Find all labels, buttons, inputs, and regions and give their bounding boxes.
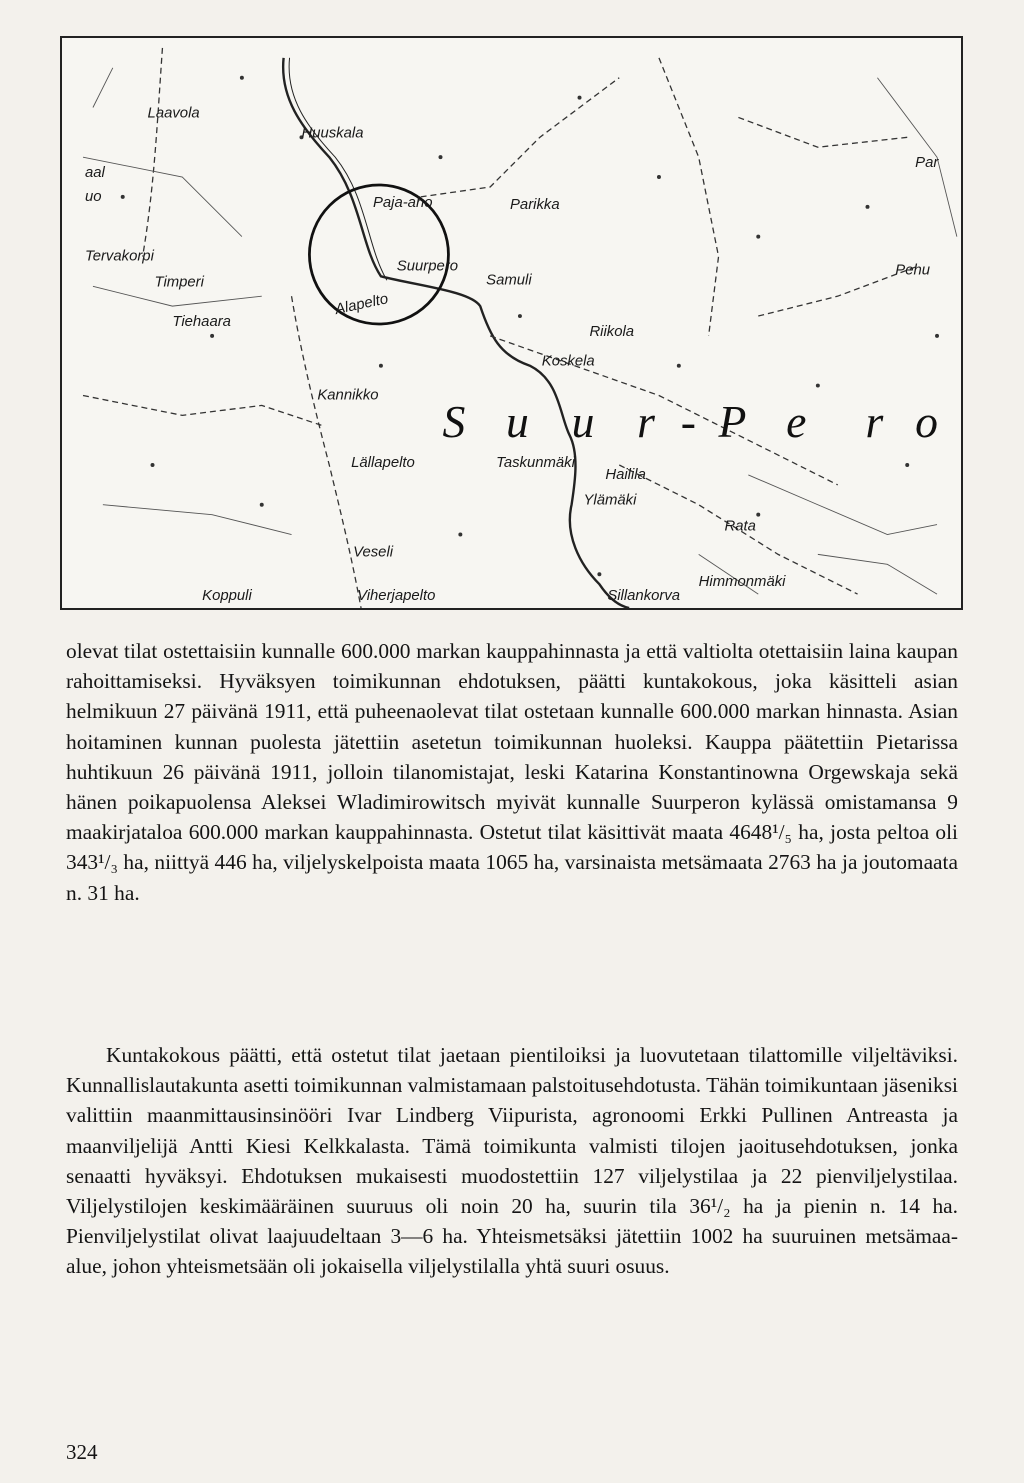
map-title-letter: u <box>571 396 595 448</box>
map-label-koskela: Koskela <box>541 353 595 370</box>
map-title-letter: o <box>915 396 938 448</box>
map-label-taskunmaki: Taskunmäki <box>496 454 575 471</box>
map-label-hailila: Hailila <box>605 466 646 483</box>
map-title-letter: r <box>865 396 884 448</box>
map-label-kannikko: Kannikko <box>317 387 379 404</box>
body-paragraph-2: Kuntakokous päätti, että ostetut tilat jaetaan pientiloiksi ja luovutetaan tilattomille viljeltäviksi. Kunnallislautakunta asetti toimikunnan valmistamaan palstoitusehdotusta. Tähän toimikuntaan jäseniksi valittiin maanmittausinsinööri Ivar Lindberg Viipurista, agronoomi Erkki Pullinen Antreasta ja maanviljelijä Antti Kiesi Kelkkalasta. Tämä toimikunta valmisti tilojen jaoitusehdotuksen, jonka senaatti hyväksyi. Ehdotuksen mukaisesti muodostettiin 127 viljelystilaa ja 22 pienviljelystilaa. Viljelystilojen keskimääräinen suuruus oli noin 20 ha, suurin tila 36¹/₂ ha ja pienin n. 14 ha. Pienviljelystilat olivat laajuudeltaan 3—6 ha. Yhteismetsäksi jätettiin 1002 ha suuruinen metsämaa-alue, johon yhteismetsään oli jokaisella viljelystilalla yhtä suuri osuus. <box>66 1043 958 1279</box>
map-label-viherjapelto: Viherjapelto <box>357 588 436 605</box>
map-label-paja-aho: Paja-aho <box>372 194 433 211</box>
map-label-riikola: Riikola <box>589 323 635 340</box>
map-title-letter: - <box>680 396 697 448</box>
map-title-letter: e <box>786 396 807 448</box>
map-label-sillankorva: Sillankorva <box>607 588 681 605</box>
map-title-letter: S <box>442 396 466 448</box>
map-label-himmonmaki: Himmonmäki <box>698 574 786 591</box>
body-paragraph-1: olevat tilat ostettaisiin kunnalle 600.000 markan kauppahinnasta ja että valtiolta otettaisiin laina kaupan rahoittamiseksi. Hyväksyen toimikunnan ehdotuksen, päätti kuntakokous, joka käsitteli asian helmikuun 27 päivänä 1911, että puheenaolevat tilat ostetaan kunnalle 600.000 markan hinnasta. Asian hoitaminen kunnan puolesta jätettiin asetetun toimikunnan huoleksi. Kauppa päätettiin Pietarissa huhtikuun 26 päivänä 1911, jolloin tilanomistajat, leski Katarina Konstantinowna Orgewskaja sekä hänen poikapuolensa Aleksei Wladimirowitsch myivät kunnalle Suurperon kylässä omistamansa 9 maakirjataloa 600.000 markan kauppahinnasta. Ostetut tilat käsittivät maata 4648¹/₅ ha, josta peltoa oli 343¹/₃ ha, niittyä 446 ha, viljelyskelpoista maata 1065 ha, varsinaista metsämaata 2763 ha ja joutomaata n. 31 ha. <box>66 639 958 905</box>
map-title-letter: u <box>506 396 529 448</box>
map-label-laavola: Laavola <box>147 105 200 122</box>
map-label-tiehaara: Tiehaara <box>172 313 231 330</box>
map-label-tervakorpi: Tervakorpi <box>84 248 154 265</box>
map-label-alapelto: Alapelto <box>333 291 390 318</box>
map-label-timperi: Timperi <box>154 274 204 291</box>
map-label-rata: Rata <box>724 518 756 535</box>
map-label-huuskala: Huuskala <box>301 125 364 142</box>
map-label-par: Par <box>915 155 939 172</box>
body-paragraph-1-block <box>66 636 958 908</box>
map-label-suurpero-village: Suurpero <box>396 258 459 275</box>
map-label-parikka: Parikka <box>510 196 560 213</box>
map-label-veseli: Veseli <box>353 544 394 561</box>
map-drawing <box>62 38 961 608</box>
map-dots <box>121 76 939 576</box>
map-label-koppuli: Koppuli <box>202 588 252 605</box>
map-label-samuli: Samuli <box>486 272 532 289</box>
map-label-pehu: Pehu <box>895 262 931 279</box>
map-label-aal: aal <box>84 165 105 182</box>
page-number: 324 <box>66 1440 98 1464</box>
map-title-letter: r <box>637 396 655 448</box>
map-title-letter: P <box>718 396 747 448</box>
map-figure <box>60 36 963 610</box>
map-label-ylamaki: Ylämäki <box>583 492 637 509</box>
map-label-uo: uo <box>84 188 102 205</box>
map-label-lallapelto: Lällapelto <box>351 454 415 471</box>
map-area-title <box>442 396 938 447</box>
body-paragraph-2-block <box>66 1040 958 1282</box>
